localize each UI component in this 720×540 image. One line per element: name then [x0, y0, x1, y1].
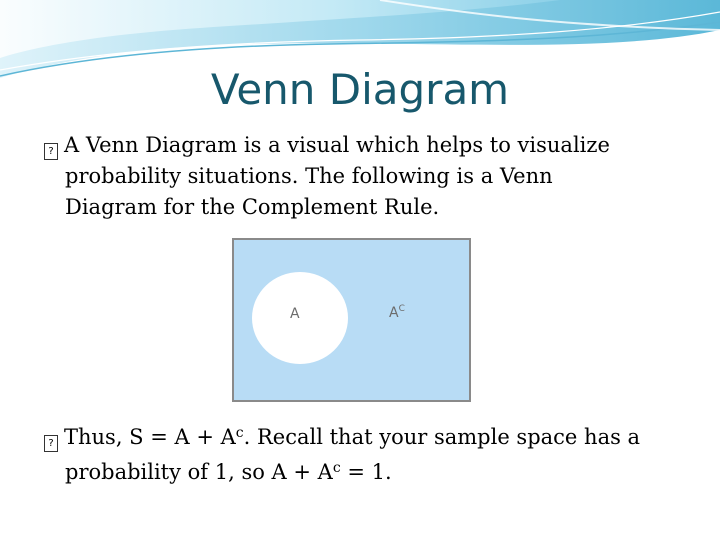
event-a-circle [252, 272, 348, 364]
bullet-text-line-2: probability situations. The following is a Venn [65, 164, 553, 188]
bullet-paragraph-venn-definition [44, 130, 674, 223]
slide-title: Venn Diagram [210, 65, 510, 114]
equation-line-2 [44, 453, 674, 488]
equation-text-suffix: . Recall that your sample space has a [243, 425, 641, 449]
equation-superscript: c [235, 425, 244, 441]
bullet-line [44, 418, 674, 453]
bullet-line [44, 130, 674, 161]
complement-label [389, 304, 405, 321]
equation-line-2-superscript: c [332, 460, 341, 476]
venn-diagram-figure [232, 238, 471, 402]
complement-label-superscript: C [398, 304, 405, 314]
bullet-marker-icon: ? [44, 143, 58, 160]
bullet-text-line-1: A Venn Diagram is a visual which helps to visualize [64, 133, 610, 157]
equation-line-2-prefix: probability of 1, so A + A [65, 460, 333, 484]
event-a-label: A [290, 306, 300, 322]
bullet-marker-icon: ? [44, 435, 58, 452]
equation-text-prefix: Thus, S = A + A [64, 425, 236, 449]
complement-label-base: A [389, 305, 399, 321]
equation-line-2-suffix: = 1. [340, 460, 392, 484]
bullet-paragraph-complement-rule [44, 418, 674, 488]
bullet-text-line-3: Diagram for the Complement Rule. [65, 195, 440, 219]
